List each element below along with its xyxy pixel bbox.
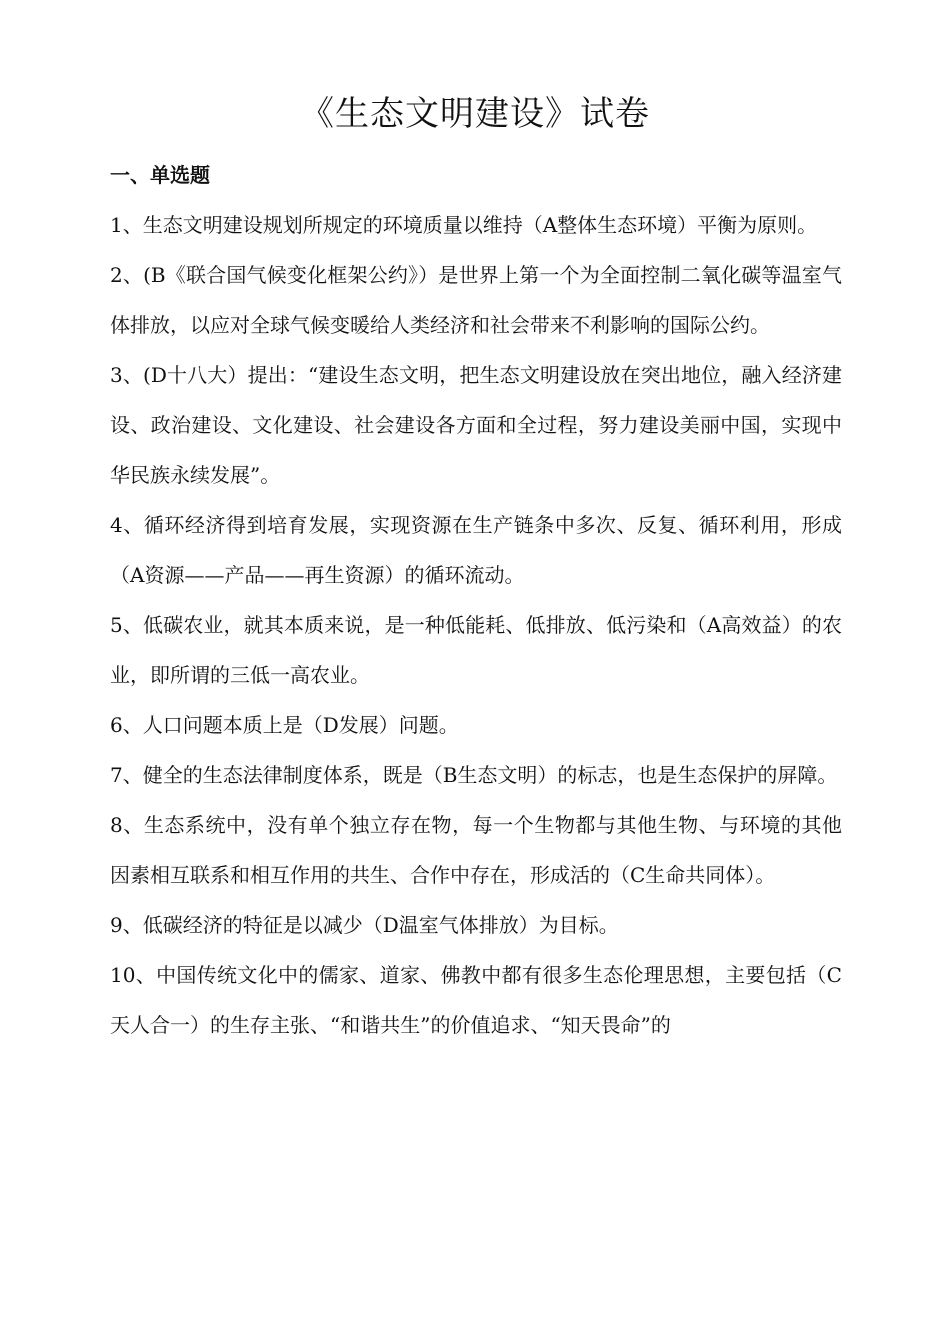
question-item: 9、低碳经济的特征是以减少（D温室气体排放）为目标。 (110, 913, 619, 937)
question-item: 2、(B《联合国气候变化框架公约》）是世界上第一个为全面控制二氧化碳等温室气体排放，以应对全球气候变暖给人类经济和社会带来不利影响的国际公约。 (110, 263, 842, 337)
document-title: 《生态文明建设》试卷 (300, 94, 650, 134)
question-item: 7、健全的生态法律制度体系，既是（B生态文明）的标志，也是生态保护的屏障。 (110, 763, 838, 787)
question-item: 8、生态系统中，没有单个独立存在物，每一个生物都与其他生物、与环境的其他因素相互联系和相互作用的共生、合作中存在，形成活的（C生命共同体）。 (110, 813, 842, 887)
section-heading: 一、单选题 (110, 163, 210, 187)
question-item: 5、低碳农业，就其本质来说，是一种低能耗、低排放、低污染和（A高效益）的农业，即所谓的三低一高农业。 (110, 613, 842, 687)
question-item: 10、中国传统文化中的儒家、道家、佛教中都有很多生态伦理思想，主要包括（C天人合一）的生存主张、“和谐共生”的价值追求、“知天畏命”的 (110, 963, 842, 1037)
question-item: 6、人口问题本质上是（D发展）问题。 (110, 713, 459, 737)
question-item: 4、循环经济得到培育发展，实现资源在生产链条中多次、反复、循环利用，形成（A资源——产品——再生资源）的循环流动。 (110, 513, 842, 587)
question-item: 1、生态文明建设规划所规定的环境质量以维持（A整体生态环境）平衡为原则。 (110, 213, 818, 237)
question-item: 3、(D十八大）提出：“建设生态文明，把生态文明建设放在突出地位，融入经济建设、政治建设、文化建设、社会建设各方面和全过程，努力建设美丽中国，实现中华民族永续发展”。 (110, 363, 842, 487)
question-list (110, 200, 842, 1050)
